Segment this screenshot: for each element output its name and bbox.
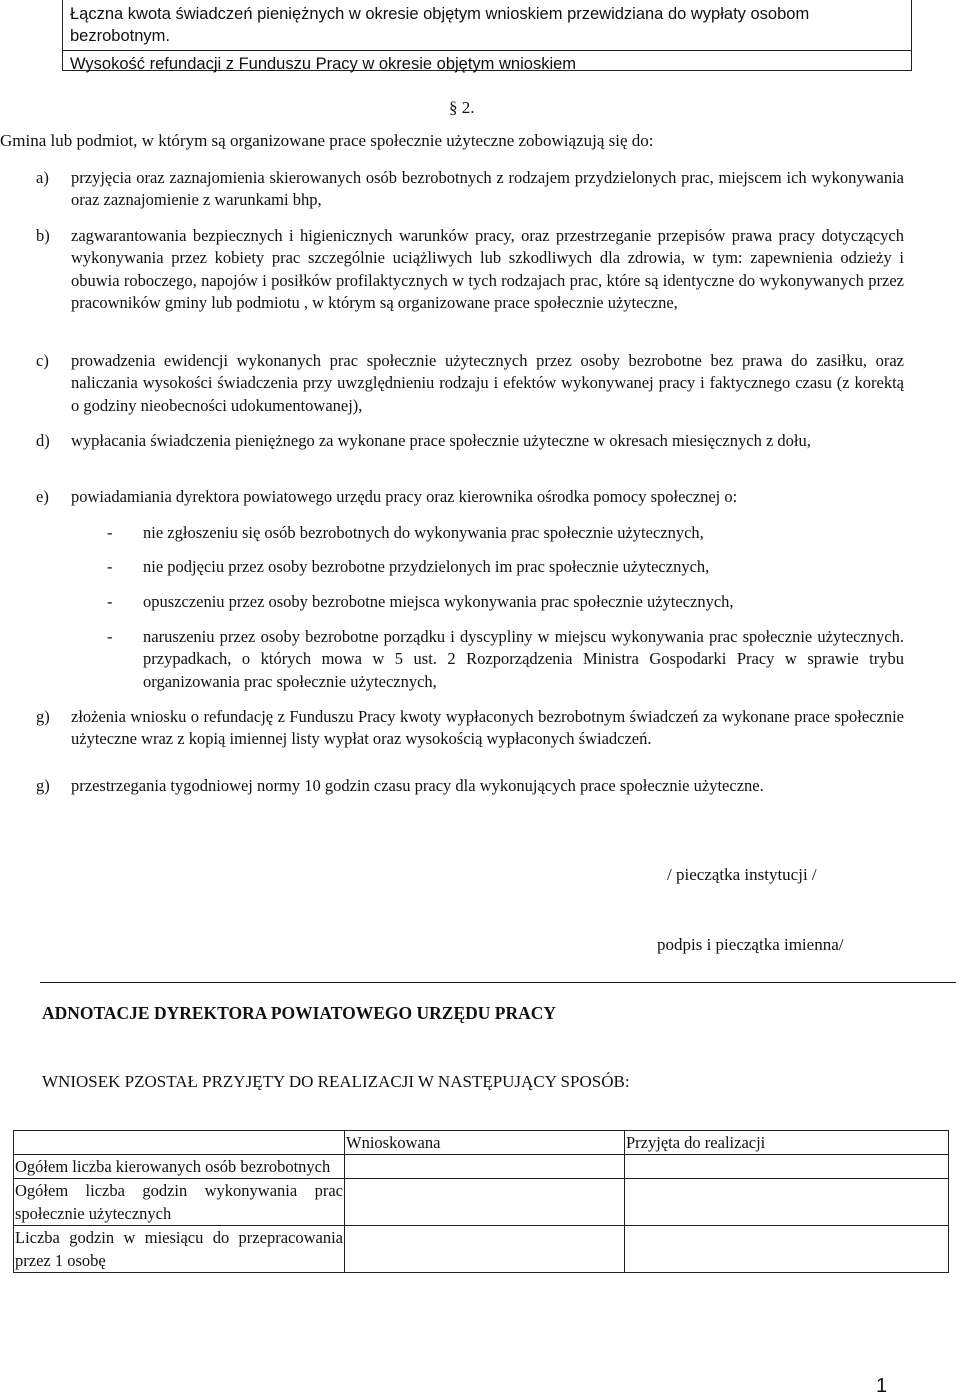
signature-label: podpis i pieczątka imienna/ [657,935,844,954]
item-text: powiadamiania dyrektora powiatowego urzędu pracy oraz kierownika ośrodka pomocy społecznej o: [71,487,738,506]
item-marker: d) [36,431,50,450]
annotations-title: ADNOTACJE DYREKTORA POWIATOWEGO URZĘDU PRACY [42,1003,557,1023]
sub-item-dash: - [107,592,113,611]
list-item [36,706,904,751]
table-header-cell: Wnioskowana [345,1131,625,1155]
obligations-list-c [36,350,904,417]
item-text: zagwarantowania bezpiecznych i higienicznych warunków pracy, oraz przestrzeganie przepisów prawa pracy dotyczących wykonywania przez kobiety prac szczególnie uciążliwych lub szkodliwych dla zdrowia, w tym: zapewnienia odzieży i obuwia roboczego, napojów i posiłków profilaktycznych w tych rodzajach prac, które są identyczne do wykonywanych przez pracowników gminy lub podmiotu , w którym są organizowane prace społecznie użyteczne, [71,226,904,313]
realization-table [13,1130,949,1273]
obligations-list-b [36,225,904,315]
list-item [36,430,904,452]
sub-item-text: naruszeniu przez osoby bezrobotne porządku i dyscypliny w miejscu wykonywania prac społecznie użytecznych. przypadkach, o których mowa w 5 ust. 2 Rozporządzenia Ministra Gospodarki Pracy w sprawie trybu organizowania prac społecznie użytecznych, [143,627,904,691]
list-item [36,486,904,508]
item-marker: a) [36,168,49,187]
obligations-list-d [36,430,904,452]
item-marker: g) [36,776,50,795]
table-row [14,1155,949,1179]
table-cell-label: Ogółem liczba kierowanych osób bezrobotnych [14,1155,345,1179]
notification-sublist [107,522,904,544]
item-marker: e) [36,487,49,506]
sub-item-dash: - [107,523,113,542]
sub-item [107,522,904,544]
total-benefit-row: Łączna kwota świadczeń pieniężnych w okresie objętym wnioskiem przewidziana do wypłaty osobom bezrobotnym. [70,5,810,45]
item-marker: c) [36,351,49,370]
item-text: prowadzenia ewidencji wykonanych prac społecznie użytecznych przez osoby bezrobotne bez prawa do zasiłku, oraz naliczania wysokości świadczenia przy uwzględnieniu rodzaju i efektów wykonywanej pracy i faktycznego czasu (z korektą o godziny nieobecności udokumentowanej), [71,351,904,415]
table-cell [625,1155,949,1179]
sub-item [107,556,904,578]
annotations-subtitle: WNIOSEK PZOSTAŁ PRZYJĘTY DO REALIZACJI W NASTĘPUJĄCY SPOSÓB: [42,1072,630,1091]
section-number: § 2. [449,98,475,117]
notification-sublist [107,591,904,613]
table-cell [345,1179,625,1226]
table-row [14,1179,949,1226]
obligations-list-g2 [36,775,904,797]
table-cell [625,1226,949,1273]
obligations-list-a [36,167,904,212]
item-text: złożenia wniosku o refundację z Funduszu Pracy kwoty wypłaconych bezrobotnym świadczeń za wykonane prace społecznie użyteczne wraz z kopią imiennej listy wypłat oraz wysokością wypłaconych świadczeń. [71,707,904,749]
sub-item-text: nie podjęciu przez osoby bezrobotne przydzielonych im prac społecznie użytecznych, [143,557,710,576]
table-header-cell: Przyjęta do realizacji [625,1131,949,1155]
page-number: 1 [876,1375,888,1397]
sub-item-text: opuszczeniu przez osoby bezrobotne miejsca wykonywania prac społecznie użytecznych, [143,592,734,611]
item-text: wypłacania świadczenia pieniężnego za wykonane prace społecznie użyteczne w okresach miesięcznych z dołu, [71,431,811,450]
sub-item-dash: - [107,557,113,576]
list-item [36,775,904,797]
item-marker: g) [36,707,50,726]
item-marker: b) [36,226,50,245]
table-cell [625,1179,949,1226]
list-item [36,167,904,212]
list-item [36,350,904,417]
table-cell-label: Liczba godzin w miesiącu do przepracowania przez 1 osobę [14,1226,345,1273]
notification-sublist [107,556,904,578]
table-cell-label: Ogółem liczba godzin wykonywania prac społecznie użytecznych [14,1179,345,1226]
intro-text: Gmina lub podmiot, w którym są organizowane prace społecznie użyteczne zobowiązują się do: [0,131,654,150]
divider [40,982,956,983]
refund-row: Wysokość refundacji z Funduszu Pracy w okresie objętym wnioskiem [63,50,911,78]
table-row [14,1226,949,1273]
sub-item [107,626,904,693]
item-text: przestrzegania tygodniowej normy 10 godzin czasu pracy dla wykonujących prace społecznie użyteczne. [71,776,764,795]
obligations-list-e [36,486,904,508]
sub-item-text: nie zgłoszeniu się osób bezrobotnych do wykonywania prac społecznie użytecznych, [143,523,704,542]
list-item [36,225,904,315]
sub-item [107,591,904,613]
sub-item-dash: - [107,627,113,646]
table-cell [345,1155,625,1179]
table-cell [345,1226,625,1273]
table-header-row [14,1131,949,1155]
notification-sublist [107,626,904,693]
item-text: przyjęcia oraz zaznajomienia skierowanych osób bezrobotnych z rodzajem przydzielonych prac, miejscem ich wykonywania oraz zaznajomienie z warunkami bhp, [71,168,904,210]
obligations-list-g1 [36,706,904,751]
institution-stamp-label: / pieczątka instytucji / [667,865,817,884]
table-header-cell [14,1131,345,1155]
summary-box [62,0,912,71]
